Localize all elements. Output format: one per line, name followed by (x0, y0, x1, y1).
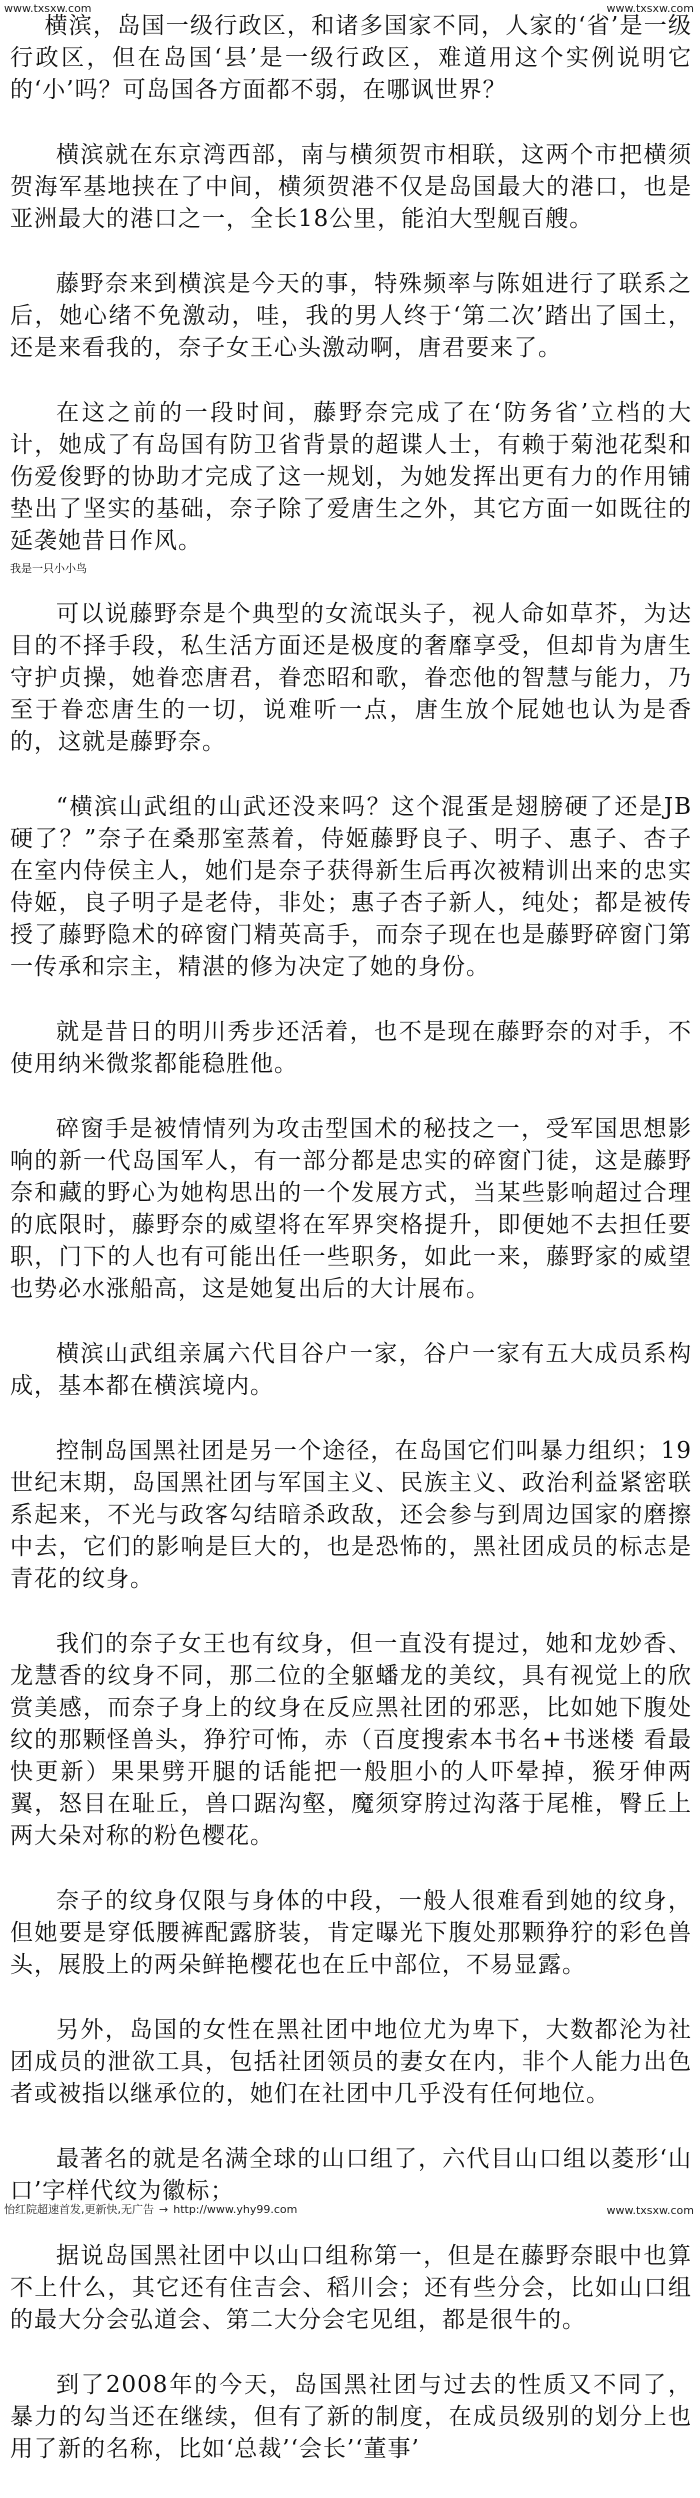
paragraph-8: 碎窗手是被情情列为攻击型国术的秘技之一，受军国思想影响的新一代岛国军人，有一部分都是忠实的碎窗门徒，这是藤野奈和藏的野心为她构思出的一个发展方式，当某些影响超过合理的底限时，藤野奈的威望将在军界突格提升，即便她不去担任要职，门下的人也有可能出任一些职务，如此一来，藤野家的威望也势必水涨船高，这是她复出后的大计展布。 (10, 1116, 692, 1302)
watermark-top-right: www.txsxw.com (606, 2, 694, 15)
footer-bar (4, 2201, 297, 2217)
paragraph-5: 可以说藤野奈是个典型的女流氓头子，视人命如草芥，为达目的不择手段，私生活方面还是极度的奢靡享受，但却肯为唐生守护贞操，她眷恋唐君，眷恋昭和歌，眷恋他的智慧与能力，乃至于眷恋唐生的一切，说难听一点，唐生放个屁她也认为是香的，这就是藤野奈。 (10, 601, 692, 755)
paragraph-4: 在这之前的一段时间，藤野奈完成了在‘防务省’立档的大计，她成了有岛国有防卫省背景的超谍人士，有赖于菊池花梨和伤爱俊野的协助才完成了这一规划，为她发挥出更有力的作用铺垫出了坚实的基础，奈子除了爱唐生之外，其它方面一如既往的延袭她昔日作风。 (10, 400, 692, 554)
paragraph-6: “横滨山武组的山武还没来吗？这个混蛋是翅膀硬了还是JB硬了？”奈子在桑那室蒸着，侍姬藤野良子、明子、惠子、杏子在室内侍侯主人，她们是奈子获得新生后再次被精训出来的忠实侍姬，良子明子是老侍，非处；惠子杏子新人，纯处；都是被传授了藤野隐术的碎窗门精英高手，而奈子现在也是藤野碎窗门第一传承和宗主，精湛的修为决定了她的身份。 (10, 794, 692, 980)
paragraph-11: 我们的奈子女王也有纹身，但一直没有提过，她和龙妙香、龙慧香的纹身不同，那二位的全躯蟠龙的美纹，具有视觉上的欣赏美感，而奈子身上的纹身在反应黑社团的邪恶，比如她下腹处纹的那颗怪兽头，狰狞可怖，赤（百度搜索本书名+书迷楼 看最快更新）果果劈开腿的话能把一般胆小的人吓晕掉，猴牙伸两翼，怒目在耻丘，兽口踞沟壑，魔须穿胯过沟落于尾椎，臀丘上两大朵对称的粉色樱花。 (10, 1631, 692, 1849)
footer-text: 怡红院超速首发,更新快,无广告 (4, 2203, 154, 2216)
paragraph-7: 就是昔日的明川秀步还活着，也不是现在藤野奈的对手，不使用纳米微浆都能稳胜他。 (10, 1019, 692, 1077)
paragraph-15: 据说岛国黑社团中以山口组称第一，但是在藤野奈眼中也算不上什么，其它还有住吉会、稻川会；还有些分会，比如山口组的最大分会弘道会、第二大分会宅见组，都是很牛的。 (10, 2243, 692, 2333)
paragraph-13: 另外，岛国的女性在黑社团中地位尤为卑下，大数都沦为社团成员的泄欲工具，包括社团领员的妻女在内，非个人能力出色者或被指以继承位的，她们在社团中几乎没有任何地位。 (10, 2017, 692, 2107)
paragraph-16: 到了2008年的今天，岛国黑社团与过去的性质又不同了，暴力的勾当还在继续，但有了新的制度，在成员级别的划分上也用了新的名称，比如‘总裁’‘会长’‘董事’ (10, 2372, 692, 2462)
article-body (10, 10, 692, 2498)
watermark-top-left: www.txsxw.com (4, 2, 92, 15)
paragraph-10: 控制岛国黑社团是另一个途径，在岛国它们叫暴力组织；19世纪末期，岛国黑社团与军国主义、民族主义、政治利益紧密联系起来，不光与政客勾结暗杀政敌，还会参与到周边国家的磨擦中去，它们的影响是巨大的，也是恐怖的，黑社团成员的标志是青花的纹身。 (10, 1438, 692, 1592)
watermark-bottom-right: www.txsxw.com (606, 2204, 694, 2217)
inline-note: 我是一只小小鸟 (10, 562, 87, 575)
paragraph-1: 横滨，岛国一级行政区，和诸多国家不同，人家的‘省’是一级行政区，但在岛国‘县’是一级行政区，难道用这个实例说明它的‘小’吗？可岛国各方面都不弱，在哪讽世界？ (10, 13, 692, 103)
paragraph-9: 横滨山武组亲属六代目谷户一家，谷户一家有五大成员系构成，基本都在横滨境内。 (10, 1341, 692, 1399)
paragraph-12: 奈子的纹身仅限与身体的中段，一般人很难看到她的纹身，但她要是穿低腰裤配露脐装，肯定曝光下腹处那颗狰狞的彩色兽头，展股上的两朵鲜艳樱花也在丘中部位，不易显露。 (10, 1888, 692, 1978)
paragraph-2: 横滨就在东京湾西部，南与横须贺市相联，这两个市把横须贺海军基地挟在了中间，横须贺港不仅是岛国最大的港口，也是亚洲最大的港口之一，全长18公里，能泊大型舰百艘。 (10, 142, 692, 232)
footer-link[interactable]: http://www.yhy99.com (173, 2203, 298, 2216)
arrow-right-icon: → (159, 2203, 169, 2216)
paragraph-14: 最著名的就是名满全球的山口组了，六代目山口组以菱形‘山口’字样代纹为徽标； (10, 2146, 692, 2204)
paragraph-3: 藤野奈来到横滨是今天的事，特殊频率与陈姐进行了联系之后，她心绪不免激动，哇，我的男人终于‘第二次’踏出了国土，还是来看我的，奈子女王心头激动啊，唐君要来了。 (10, 271, 692, 361)
